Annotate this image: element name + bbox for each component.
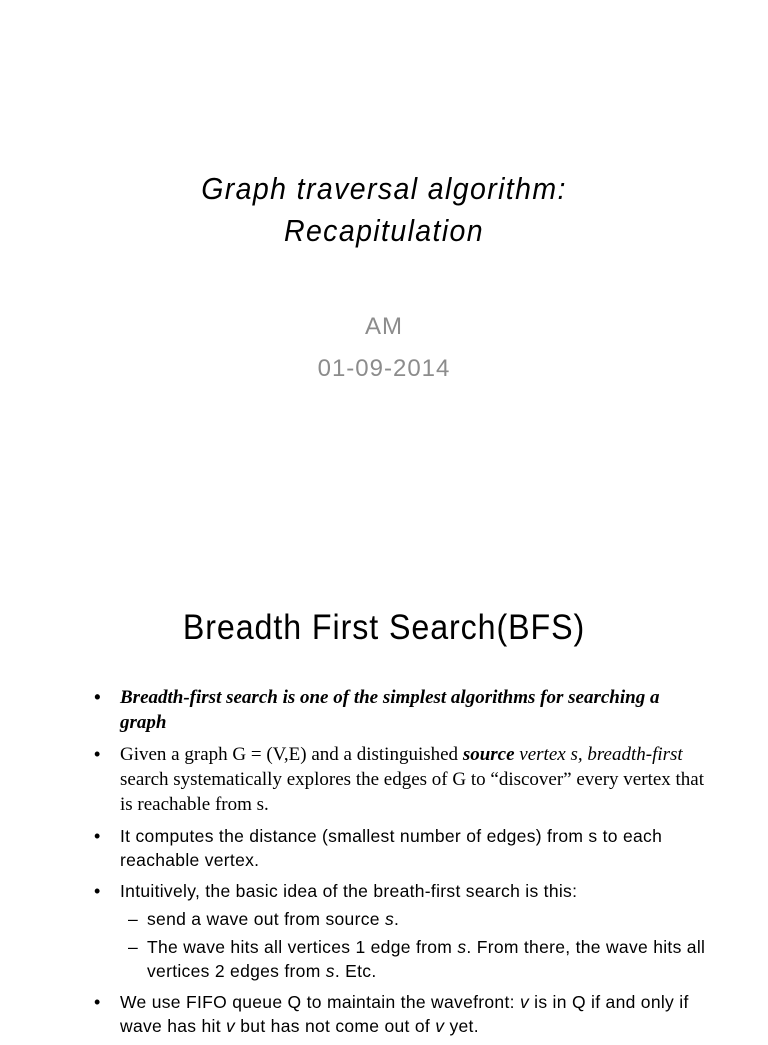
- sub-bullet-list: [120, 907, 710, 983]
- sub-bullet-text-cont: . From there, the wave hits all vertices 2 edges from: [147, 937, 706, 981]
- emphasis-source: source: [462, 744, 515, 765]
- bullet-list: [0, 685, 768, 1045]
- var-s: s: [457, 937, 467, 957]
- bullet-text-end: yet.: [444, 1016, 479, 1036]
- slide-subtitle: [0, 306, 768, 390]
- bfs-slide: [0, 540, 768, 1036]
- var-v: v: [519, 992, 529, 1012]
- bullet-text: Breadth-first search is one of the simplest algorithms for searching a graph: [120, 687, 660, 733]
- bullet-text-cont: but has not come out of: [235, 1016, 436, 1036]
- bullet-text: It computes the distance (smallest number of edges) from s to each reachable vertex.: [120, 826, 663, 870]
- var-v: v: [435, 1016, 445, 1036]
- slide-title: [31, 168, 738, 252]
- bullet-item: [0, 879, 768, 983]
- sub-bullet-item: [120, 907, 710, 931]
- title-line-1: Graph traversal algorithm:: [201, 171, 567, 206]
- bullet-text-cont: is in Q if and only if wave has hit: [120, 992, 689, 1036]
- bullet-item: [0, 685, 768, 735]
- bullet-text-cont: search systematically explores the edges of G to “discover” every vertex that is reachable from s.: [120, 769, 705, 815]
- title-line-2: Recapitulation: [283, 213, 485, 248]
- sub-bullet-text-end: . Etc.: [334, 961, 377, 981]
- sub-bullet-text: send a wave out from source: [147, 909, 385, 929]
- bullet-item: [0, 824, 768, 872]
- var-s: s: [325, 961, 335, 981]
- bullet-text: Given a graph G = (V,E) and a distinguished: [120, 744, 463, 765]
- bfs-slide-title: Breadth First Search(BFS): [182, 608, 586, 647]
- sub-bullet-text: The wave hits all vertices 1 edge from: [147, 937, 458, 957]
- sub-bullet-item: [120, 935, 710, 983]
- emphasis-breadth-first: vertex s, breadth-first: [514, 744, 683, 765]
- var-s: s: [384, 909, 395, 929]
- date: 01-09-2014: [317, 355, 451, 382]
- author: AM: [365, 313, 403, 340]
- sub-bullet-text-end: .: [394, 909, 400, 929]
- bullet-item: [0, 742, 768, 817]
- bullet-item: [0, 990, 768, 1038]
- bullet-text: Intuitively, the basic idea of the breath-first search is this:: [120, 881, 578, 901]
- bullet-text: We use FIFO queue Q to maintain the wavefront:: [120, 992, 520, 1012]
- var-v: v: [226, 1016, 236, 1036]
